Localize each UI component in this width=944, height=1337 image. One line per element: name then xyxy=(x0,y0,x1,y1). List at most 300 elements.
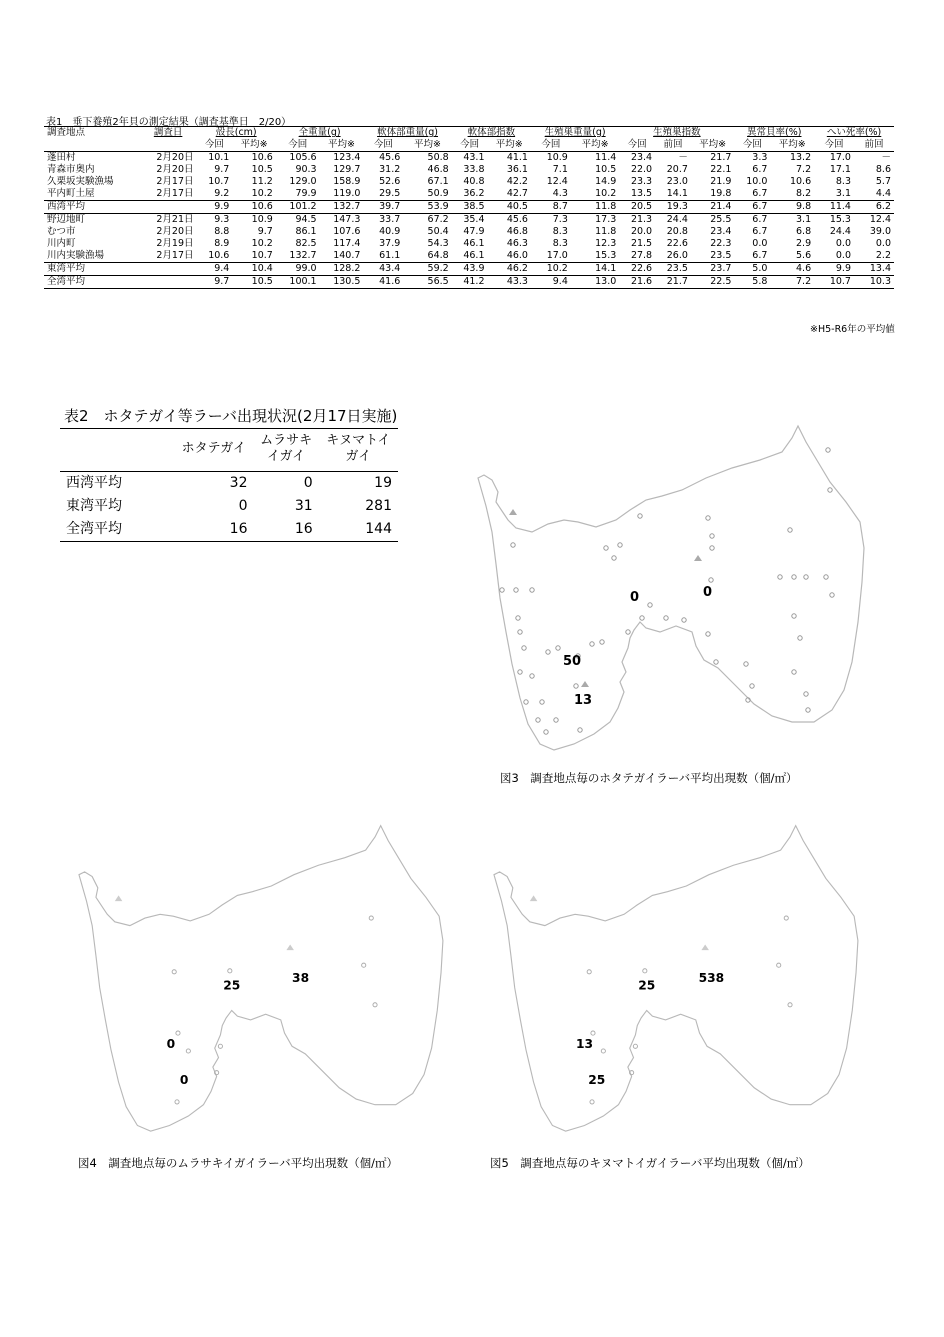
table1-sub-header: 平均※ xyxy=(232,139,275,152)
table1-cell-value: 158.9 xyxy=(333,176,361,187)
table1-cell-value: 10.5 xyxy=(251,164,273,175)
table1-cell-value: 23.3 xyxy=(630,176,653,187)
table1-cell-value: 3.1 xyxy=(835,188,851,199)
table1-cell-value: － xyxy=(881,152,891,163)
table2-row xyxy=(60,472,398,496)
table1-cell-value: 43.9 xyxy=(452,263,488,276)
station-dot xyxy=(516,616,520,620)
table1-cell-value: 40.5 xyxy=(488,201,531,214)
table1-cell-value: 7.2 xyxy=(770,276,814,289)
station-dot xyxy=(744,662,748,666)
table1-cell-value: 12.4 xyxy=(854,214,894,227)
table1-cell-value: 15.3 xyxy=(595,250,617,261)
table1-cell-value: 10.4 xyxy=(232,263,275,276)
table1-cell-value: 86.1 xyxy=(295,226,317,237)
table1-cell-value: 54.3 xyxy=(427,238,449,249)
fig3-label-4: 13 xyxy=(574,693,593,708)
table1-cell-date: 2月19日 xyxy=(156,238,194,249)
table1-cell-site: 全湾平均 xyxy=(44,276,140,289)
table1-cell-value: 6.7 xyxy=(752,164,768,175)
table1-cell-value: 10.6 xyxy=(232,201,275,214)
table2-cell-value: 16 xyxy=(294,521,313,537)
table1-cell-value: 67.2 xyxy=(403,214,451,227)
fig5-label-1: 25 xyxy=(638,978,656,993)
table1-cell-value: 119.0 xyxy=(333,188,361,199)
table1-cell-value: 22.6 xyxy=(666,238,688,249)
table1-cell-value: 8.8 xyxy=(214,226,230,237)
station-dot xyxy=(518,630,522,634)
station-dot xyxy=(648,603,652,607)
table1-cell-value: 132.7 xyxy=(289,250,317,261)
station-dot xyxy=(511,543,515,547)
table1-cell-date: 2月21日 xyxy=(140,214,197,227)
table1-cell-value: 6.2 xyxy=(854,201,894,214)
table1-cell-value: 33.7 xyxy=(363,214,403,227)
station-dot xyxy=(524,700,528,704)
table1-cell-value: 23.5 xyxy=(710,250,732,261)
table1-cell-value: 50.8 xyxy=(427,152,449,163)
bay-coastline xyxy=(494,826,858,1131)
table1-sub-header-empty xyxy=(140,139,197,152)
table1-cell-value: 22.6 xyxy=(619,263,655,276)
table1-cell-value: 21.9 xyxy=(710,176,732,187)
table1-row xyxy=(44,250,894,263)
table1-cell-date: 2月17日 xyxy=(156,250,194,261)
table2-cell-value: 32 xyxy=(229,475,248,491)
table1-cell-value: 0.0 xyxy=(835,250,851,261)
table1-group-header: 異常貝率(%) xyxy=(734,127,814,140)
table1-cell-value: 147.3 xyxy=(320,214,364,227)
station-dot xyxy=(709,578,713,582)
table1-group-header: 軟体部重量(g) xyxy=(363,127,451,140)
table1-cell-value: 53.9 xyxy=(403,201,451,214)
table2-cell-value: 144 xyxy=(365,521,392,537)
table1-cell-value: 20.7 xyxy=(666,164,688,175)
table1-cell-value: 52.6 xyxy=(379,176,401,187)
table1-cell-value: 46.8 xyxy=(506,226,528,237)
table1-cell-value: 10.2 xyxy=(531,263,571,276)
table1-cell-site: 東湾平均 xyxy=(44,263,140,276)
table1-cell-value: 4.3 xyxy=(552,188,568,199)
station-dot xyxy=(804,575,808,579)
table1-cell-value: 10.2 xyxy=(251,188,273,199)
fig5-caption: 図5 調査地点毎のキヌマトイガイラーバ平均出現数（個/㎡） xyxy=(490,1156,810,1170)
table1-cell-value: 42.2 xyxy=(506,176,528,187)
table1-cell-date xyxy=(140,263,197,276)
table1-cell-value: 40.9 xyxy=(379,226,401,237)
fig4-label-1: 25 xyxy=(223,978,241,993)
fig4-label-2: 38 xyxy=(292,971,310,986)
table1-cell-value: 17.0 xyxy=(829,152,851,163)
table1-cell-value: 7.2 xyxy=(796,164,812,175)
table1-sub-header: 今回 xyxy=(452,139,488,152)
table1-cell-date: 2月20日 xyxy=(156,226,194,237)
table1-cell-value: 10.6 xyxy=(789,176,812,187)
station-dot xyxy=(706,632,710,636)
station-dot xyxy=(554,718,558,722)
station-dot xyxy=(556,646,560,650)
table1-cell-value: 7.3 xyxy=(531,214,571,227)
station-dot xyxy=(798,636,802,640)
table1-cell-value: 9.9 xyxy=(197,201,233,214)
table1-cell-value: 21.7 xyxy=(655,276,691,289)
table1-cell-date: 2月17日 xyxy=(156,188,194,199)
station-dot xyxy=(530,588,534,592)
station-dot xyxy=(664,616,668,620)
station-dot xyxy=(626,630,630,634)
table1-row xyxy=(44,226,894,238)
table1-cell-value: 4.6 xyxy=(770,263,814,276)
table1-cell-value: 105.6 xyxy=(289,152,317,163)
table1-sub-header: 平均※ xyxy=(488,139,531,152)
table1-row xyxy=(44,263,894,276)
table2-cell-area: 全湾平均 xyxy=(66,521,122,537)
table1-cell-value: 5.6 xyxy=(796,250,812,261)
triangle-marker-icon xyxy=(509,509,517,515)
table1-cell-value: 128.2 xyxy=(320,263,364,276)
table1-sub-header: 平均※ xyxy=(403,139,451,152)
table2-title: 表2 ホタテガイ等ラーバ出現状況(2月17日実施) xyxy=(64,407,398,425)
table1-cell-value: 12.3 xyxy=(595,238,617,249)
fig4-label-3: 0 xyxy=(166,1037,176,1052)
table1-cell-value: 43.1 xyxy=(463,152,485,163)
table1-cell-date: 2月17日 xyxy=(156,176,194,187)
table1-cell-value: 10.5 xyxy=(232,276,275,289)
table1-cell-value: 41.1 xyxy=(506,152,528,163)
table1-cell-value: 0.0 xyxy=(875,238,891,249)
table1-cell-value: 79.9 xyxy=(295,188,317,199)
station-dot xyxy=(522,646,526,650)
bay-coastline xyxy=(478,426,864,750)
table1-row xyxy=(44,201,894,214)
table1-cell-value: 20.0 xyxy=(630,226,653,237)
table1-cell-value: 50.9 xyxy=(427,188,449,199)
station-dot xyxy=(500,588,504,592)
table1-cell-value: 22.0 xyxy=(630,164,653,175)
table1-cell-value: 82.5 xyxy=(295,238,317,249)
table1-cell-value: 22.5 xyxy=(691,276,734,289)
table1 xyxy=(44,126,894,289)
station-markers xyxy=(115,895,377,1104)
table1-cell-value: 100.1 xyxy=(276,276,320,289)
fig3-label-2: 0 xyxy=(703,585,713,600)
fig3-caption: 図3 調査地点毎のホタテガイラーバ平均出現数（個/㎡） xyxy=(500,771,798,785)
table1-cell-value: 25.5 xyxy=(691,214,734,227)
table1-cell-site: 川内町 xyxy=(47,238,76,249)
table1-cell-value: 27.8 xyxy=(630,250,653,261)
station-dot xyxy=(530,674,534,678)
station-dot xyxy=(706,516,710,520)
station-dot xyxy=(604,546,608,550)
table1-row xyxy=(44,176,894,188)
table1-cell-value: 8.3 xyxy=(835,176,851,187)
table1-cell-value: 9.8 xyxy=(770,201,814,214)
table1-cell-site: 西湾平均 xyxy=(44,201,140,214)
table1-cell-site: 川内実験漁場 xyxy=(47,250,105,261)
table1-sub-header: 今回 xyxy=(734,139,770,152)
table1-cell-value: 45.6 xyxy=(488,214,531,227)
table1-cell-value: 23.5 xyxy=(655,263,691,276)
table1-cell-value: 9.3 xyxy=(197,214,233,227)
table1-cell-value: 10.7 xyxy=(251,250,273,261)
table1-cell-value: 14.1 xyxy=(571,263,619,276)
table1-row xyxy=(44,164,894,176)
table1-group-header: 調査地点 xyxy=(44,127,140,140)
table1-cell-value: 4.4 xyxy=(875,188,891,199)
table1-cell-value: 9.4 xyxy=(197,263,233,276)
table1-cell-site: むつ市 xyxy=(47,226,76,237)
table1-cell-value: 6.7 xyxy=(752,188,768,199)
table1-cell-value: 42.7 xyxy=(506,188,528,199)
table1-cell-value: 8.7 xyxy=(531,201,571,214)
table1-cell-site: 平内町土屋 xyxy=(47,188,95,199)
table1-cell-value: 10.6 xyxy=(251,152,273,163)
table1-cell-value: 21.4 xyxy=(691,201,734,214)
table1-cell-value: 10.6 xyxy=(208,250,230,261)
station-dot xyxy=(750,684,754,688)
table1-cell-site: 久栗坂実験漁場 xyxy=(47,176,114,187)
table1-cell-value: 5.7 xyxy=(875,176,891,187)
table1-cell-value: 5.8 xyxy=(734,276,770,289)
table1-cell-value: 10.5 xyxy=(595,164,617,175)
station-dot xyxy=(792,670,796,674)
table1-cell-value: 12.4 xyxy=(546,176,568,187)
table1-cell-value: 17.1 xyxy=(829,164,851,175)
table1-cell-value: 10.2 xyxy=(251,238,273,249)
station-dot xyxy=(618,543,622,547)
table1-cell-site: 青森市奥内 xyxy=(47,164,95,175)
table1-cell-value: 13.5 xyxy=(630,188,653,199)
table1-cell-value: 132.7 xyxy=(320,201,364,214)
bay-coastline xyxy=(79,826,443,1131)
table1-cell-value: 14.1 xyxy=(666,188,688,199)
table1-cell-value: － xyxy=(678,152,688,163)
table1-cell-value: 129.0 xyxy=(289,176,317,187)
table1-cell-value: 101.2 xyxy=(276,201,320,214)
table1-cell-value: 40.8 xyxy=(463,176,485,187)
fig3-label-3: 50 xyxy=(563,654,582,669)
table1-cell-value: 9.7 xyxy=(257,226,273,237)
table1-cell-value: 11.2 xyxy=(251,176,273,187)
table1-cell-site: 蓬田村 xyxy=(47,152,76,163)
table1-cell-value: 19.3 xyxy=(655,201,691,214)
fig5-map xyxy=(485,820,865,1150)
station-dot xyxy=(824,575,828,579)
station-dot xyxy=(590,642,594,646)
station-dot xyxy=(574,684,578,688)
table1-sub-header: 平均※ xyxy=(571,139,619,152)
table1-cell-site: 野辺地町 xyxy=(44,214,140,227)
table2-cell-value: 16 xyxy=(229,521,248,537)
table1-cell-value: 64.8 xyxy=(427,250,449,261)
table2-header-empty xyxy=(60,429,174,472)
fig3-label-1: 0 xyxy=(630,590,640,605)
table1-cell-value: 43.4 xyxy=(363,263,403,276)
table1-cell-value: 24.4 xyxy=(829,226,851,237)
table1-cell-value: 10.7 xyxy=(814,276,854,289)
table1-cell-value: 0.0 xyxy=(835,238,851,249)
table1-sub-header: 今回 xyxy=(814,139,854,152)
table1-cell-value: 107.6 xyxy=(333,226,361,237)
table1-cell-value: 10.9 xyxy=(232,214,275,227)
table1-cell-value: 67.1 xyxy=(427,176,449,187)
table1-cell-value: 9.4 xyxy=(531,276,571,289)
table1-sub-header-empty xyxy=(44,139,140,152)
table1-cell-value: 37.9 xyxy=(379,238,401,249)
table1-cell-date xyxy=(140,276,197,289)
table1-cell-value: 3.1 xyxy=(770,214,814,227)
table1-sub-header: 前回 xyxy=(655,139,691,152)
table1-cell-value: 21.6 xyxy=(619,276,655,289)
table2-cell-value: 31 xyxy=(294,498,313,514)
station-dot xyxy=(536,718,540,722)
fig4-map xyxy=(70,820,450,1150)
table1-cell-value: 11.4 xyxy=(595,152,617,163)
table1-cell-value: 56.5 xyxy=(403,276,451,289)
table1-cell-value: 20.5 xyxy=(619,201,655,214)
table1-cell-value: 45.6 xyxy=(379,152,401,163)
table1-cell-value: 11.4 xyxy=(814,201,854,214)
fig5-label-3: 13 xyxy=(576,1037,594,1052)
station-dot xyxy=(778,575,782,579)
fig4-caption: 図4 調査地点毎のムラサキイガイラーバ平均出現数（個/㎡） xyxy=(78,1156,398,1170)
table1-cell-date: 2月20日 xyxy=(156,164,194,175)
table1-cell-value: 13.4 xyxy=(854,263,894,276)
table1-cell-value: 29.5 xyxy=(379,188,401,199)
table1-group-header: 全重量(g) xyxy=(276,127,364,140)
table1-row xyxy=(44,188,894,201)
table1-cell-value: 19.8 xyxy=(710,188,732,199)
table1-group-header: 軟体部指数 xyxy=(452,127,531,140)
station-dots xyxy=(500,448,834,734)
station-dot xyxy=(710,546,714,550)
table1-cell-value: 31.2 xyxy=(379,164,401,175)
table1-cell-value: 23.4 xyxy=(630,152,653,163)
station-dot xyxy=(638,514,642,518)
table1-cell-value: 8.2 xyxy=(796,188,812,199)
table1-sub-header: 平均※ xyxy=(770,139,814,152)
table1-note: ※H5-R6年の平均値 xyxy=(810,324,895,335)
station-dot xyxy=(792,575,796,579)
table1-cell-value: 8.3 xyxy=(552,238,568,249)
station-dot xyxy=(830,593,834,597)
station-dot xyxy=(710,534,714,538)
table1-cell-value: 11.8 xyxy=(595,226,617,237)
station-dot xyxy=(600,640,604,644)
table1-cell-value: 41.6 xyxy=(363,276,403,289)
table1-cell-value: 140.7 xyxy=(333,250,361,261)
table1-cell-value: 117.4 xyxy=(333,238,361,249)
table1-cell-value: 46.3 xyxy=(506,238,528,249)
table1-cell-value: 0.0 xyxy=(752,238,768,249)
table1-cell-value: 129.7 xyxy=(333,164,361,175)
table1-sub-header: 今回 xyxy=(276,139,320,152)
table1-cell-value: 47.9 xyxy=(463,226,485,237)
table1-cell-value: 9.9 xyxy=(814,263,854,276)
table1-sub-header: 今回 xyxy=(619,139,655,152)
table1-cell-value: 6.7 xyxy=(734,201,770,214)
table1-cell-value: 46.0 xyxy=(506,250,528,261)
table1-cell-value: 17.3 xyxy=(571,214,619,227)
table1-cell-value: 17.0 xyxy=(546,250,568,261)
table1-cell-value: 13.0 xyxy=(571,276,619,289)
table1-row xyxy=(44,214,894,227)
table1-cell-value: 94.5 xyxy=(276,214,320,227)
table2-cell-area: 西湾平均 xyxy=(66,475,122,491)
table1-cell-value: 46.1 xyxy=(463,238,485,249)
table1-cell-value: 9.7 xyxy=(197,276,233,289)
table1-cell-value: 123.4 xyxy=(333,152,361,163)
table1-cell-value: 39.7 xyxy=(363,201,403,214)
table1-sub-header: 今回 xyxy=(197,139,233,152)
table1-sub-header: 前回 xyxy=(854,139,894,152)
table1-cell-value: 99.0 xyxy=(276,263,320,276)
table1-cell-value: 22.1 xyxy=(710,164,732,175)
table1-row xyxy=(44,276,894,289)
table1-group-header: 生殖巣重量(g) xyxy=(531,127,619,140)
table1-cell-value: 6.7 xyxy=(752,250,768,261)
table1-cell-value: 8.6 xyxy=(875,164,891,175)
station-dot xyxy=(806,708,810,712)
fig4-label-4: 0 xyxy=(179,1073,189,1087)
table1-cell-value: 50.4 xyxy=(427,226,449,237)
table1-cell-value: 46.1 xyxy=(463,250,485,261)
table1-cell-value: 8.3 xyxy=(552,226,568,237)
table2-cell-value: 281 xyxy=(365,498,392,514)
table1-group-header: 生殖巣指数 xyxy=(619,127,734,140)
table1-cell-value: 11.8 xyxy=(571,201,619,214)
table1-title: 表1 垂下養殖2年貝の測定結果（調査基準日 2/20） xyxy=(46,117,292,128)
table2-header-hotategai: ホタテガイ xyxy=(181,441,246,456)
table1-group-header: へい死率(%) xyxy=(814,127,894,140)
station-dot xyxy=(788,528,792,532)
table1-cell-value: 36.2 xyxy=(463,188,485,199)
table1-cell-value: 43.3 xyxy=(488,276,531,289)
table1-cell-value: 6.7 xyxy=(752,226,768,237)
station-dot xyxy=(682,618,686,622)
table1-cell-value: 14.9 xyxy=(595,176,617,187)
triangle-marker-icon xyxy=(694,555,702,561)
table1-row xyxy=(44,152,894,165)
station-dot xyxy=(792,614,796,618)
table1-sub-header: 今回 xyxy=(363,139,403,152)
table1-cell-value: 6.8 xyxy=(796,226,812,237)
table1-group-header: 調査日 xyxy=(140,127,197,140)
table1-cell-value: 33.8 xyxy=(463,164,485,175)
table1-cell-value: 21.7 xyxy=(710,152,732,163)
table1-cell-value: 10.1 xyxy=(208,152,230,163)
table1-cell-value: 3.3 xyxy=(752,152,768,163)
station-dot xyxy=(540,700,544,704)
station-dot xyxy=(804,692,808,696)
table1-row xyxy=(44,238,894,250)
table1-cell-value: 10.0 xyxy=(746,176,768,187)
table2-row xyxy=(60,518,398,542)
triangle-marker-icon xyxy=(581,681,589,687)
table1-cell-value: 38.5 xyxy=(452,201,488,214)
table1-cell-value: 15.3 xyxy=(814,214,854,227)
station-markers xyxy=(530,895,792,1104)
station-dot xyxy=(612,556,616,560)
table2-cell-area: 東湾平均 xyxy=(66,498,122,514)
fig5-label-2: 538 xyxy=(698,971,725,986)
table1-cell-value: 5.0 xyxy=(734,263,770,276)
table1-cell-value: 23.4 xyxy=(710,226,732,237)
table1-cell-value: 10.3 xyxy=(854,276,894,289)
table1-cell-value: 2.2 xyxy=(875,250,891,261)
table1-group-header: 殻長(cm) xyxy=(197,127,276,140)
table1-sub-header: 平均※ xyxy=(320,139,364,152)
